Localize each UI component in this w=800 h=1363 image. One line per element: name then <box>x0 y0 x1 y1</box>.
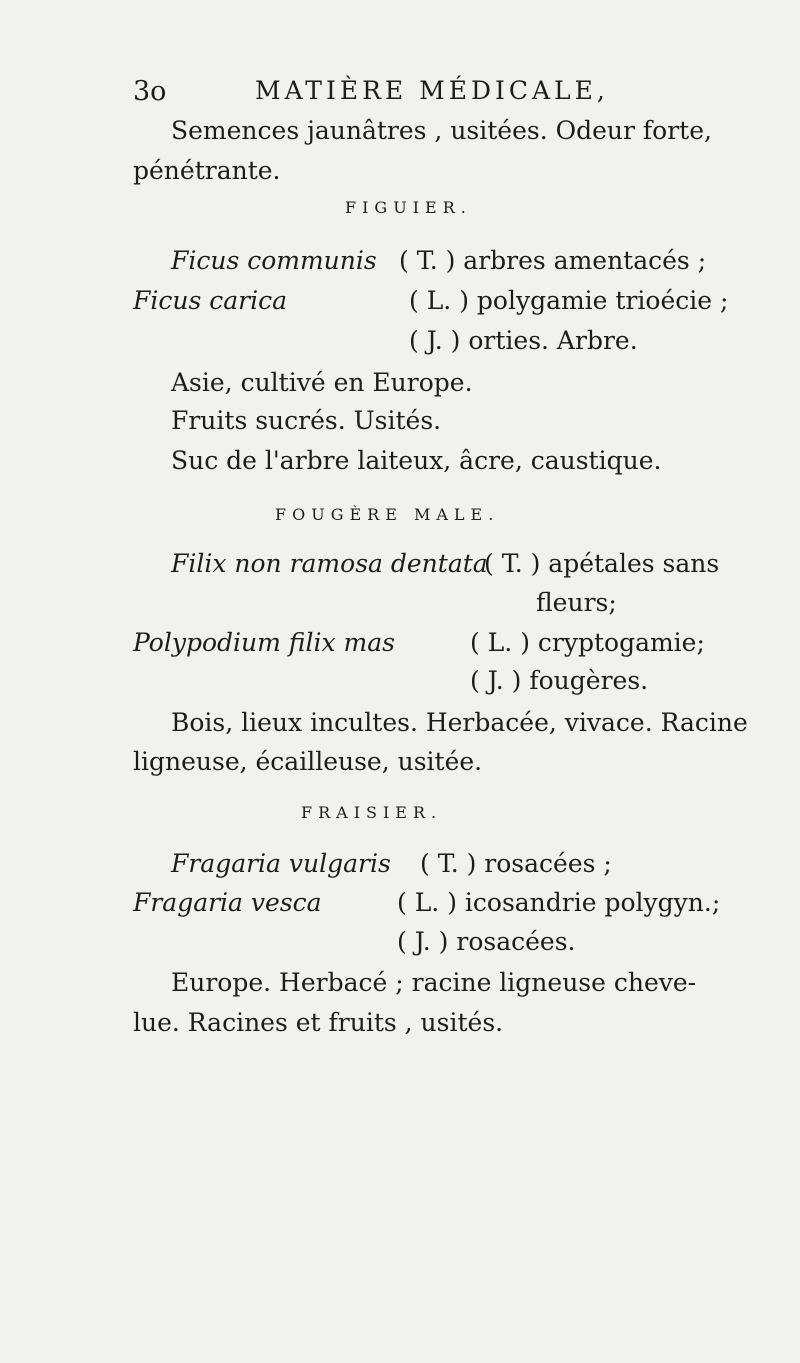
fougere-class-3: ( J. ) fougères. <box>470 666 649 695</box>
figuier-class-1: ( T. ) arbres amentacés ; <box>399 246 707 275</box>
fougere-text-2: ligneuse, écailleuse, usitée. <box>133 747 483 776</box>
running-title: MATIÈRE MÉDICALE, <box>255 76 609 105</box>
fraisier-class-3: ( J. ) rosacées. <box>397 927 576 956</box>
figuier-text-3: Suc de l'arbre laiteux, âcre, caustique. <box>171 446 662 475</box>
fraisier-name-2: Fragaria vesca <box>133 888 322 917</box>
section-heading-figuier: FIGUIER. <box>345 198 472 217</box>
fougere-name-2: Polypodium filix mas <box>133 628 395 657</box>
figuier-name-2: Ficus carica <box>133 286 287 315</box>
fougere-class-1: ( T. ) apétales sans <box>484 549 720 578</box>
fraisier-class-2: ( L. ) icosandrie polygyn.; <box>397 888 721 917</box>
fougere-name-1: Filix non ramosa dentata <box>171 549 488 578</box>
fougere-text-1: Bois, lieux incultes. Herbacée, vivace. Racine <box>171 708 748 737</box>
fraisier-class-1: ( T. ) rosacées ; <box>420 849 612 878</box>
section-heading-fougere: FOUGÈRE MALE. <box>275 505 500 524</box>
fraisier-name-1: Fragaria vulgaris <box>171 849 391 878</box>
intro-line-2: pénétrante. <box>133 156 281 185</box>
fougere-class-2: ( L. ) cryptogamie; <box>470 628 705 657</box>
intro-line-1: Semences jaunâtres , usitées. Odeur forte, <box>171 116 712 145</box>
figuier-class-3: ( J. ) orties. Arbre. <box>409 326 638 355</box>
figuier-text-2: Fruits sucrés. Usités. <box>171 406 442 435</box>
page-number: 3o <box>133 76 167 107</box>
figuier-name-1: Ficus communis <box>171 246 377 275</box>
fougere-class-1b: fleurs; <box>536 588 617 617</box>
figuier-class-2: ( L. ) polygamie trioécie ; <box>409 286 729 315</box>
fraisier-text-2: lue. Racines et fruits , usités. <box>133 1008 504 1037</box>
figuier-text-1: Asie, cultivé en Europe. <box>171 368 473 397</box>
section-heading-fraisier: FRAISIER. <box>301 803 443 822</box>
fraisier-text-1: Europe. Herbacé ; racine ligneuse cheve- <box>171 968 697 997</box>
